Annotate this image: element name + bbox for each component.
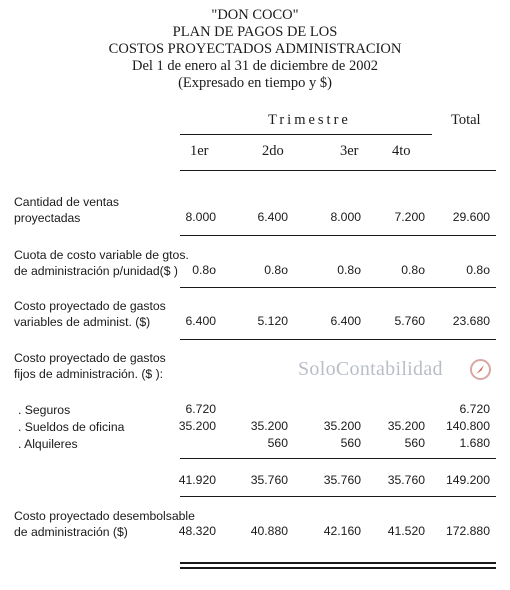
row-label-alquileres: . Alquileres	[18, 437, 78, 451]
cell-variables-q2: 5.120	[257, 314, 288, 328]
cell-sueldos-q3: 35.200	[323, 419, 361, 433]
compass-icon	[470, 359, 491, 380]
row-label-desembolsable-1: Costo proyectado desembolsable	[14, 509, 195, 523]
cell-subtotal-q4: 35.760	[387, 473, 425, 487]
cell-ventas-q2: 6.400	[257, 210, 288, 224]
final-rule-top	[180, 562, 496, 564]
row-label-fijos-2: fijos de administración. ($ ):	[14, 367, 164, 381]
cell-alquileres-q3: 560	[340, 436, 361, 450]
row-label-ventas-1: Cantidad de ventas	[14, 195, 120, 209]
cell-sueldos-q4: 35.200	[387, 419, 425, 433]
row-label-fijos-1: Costo proyectado de gastos	[14, 351, 166, 365]
cell-subtotal-total: 149.200	[445, 473, 490, 487]
q2-column-header: 2do	[262, 143, 284, 159]
row-label-cuota-2: de administración p/unidad($ )	[14, 264, 178, 278]
cell-alquileres-total: 1.680	[459, 436, 490, 450]
cell-cuota-q2: 0.8o	[264, 263, 288, 277]
cell-desembolsable-q4: 41.520	[387, 524, 425, 538]
watermark-logo: SoloContabilidad	[298, 358, 443, 380]
cell-sueldos-total: 140.800	[445, 419, 490, 433]
q1-column-header: 1er	[190, 143, 209, 159]
row-label-desembolsable-2: de administración ($)	[14, 525, 128, 539]
cell-cuota-q3: 0.8o	[337, 263, 361, 277]
cell-variables-q3: 6.400	[330, 314, 361, 328]
cell-ventas-q1: 8.000	[185, 210, 216, 224]
row-rule	[180, 287, 496, 288]
cell-cuota-q1: 0.8o	[192, 263, 216, 277]
cell-seguros-total: 6.720	[459, 402, 490, 416]
cell-variables-total: 23.680	[452, 314, 490, 328]
cell-sueldos-q1: 35.200	[178, 419, 216, 433]
title-line-2: PLAN DE PAGOS DE LOS	[172, 24, 338, 40]
cell-cuota-total: 0.8o	[466, 263, 490, 277]
row-label-variables-1: Costo proyectado de gastos	[14, 299, 166, 313]
row-label-seguros: . Seguros	[18, 403, 71, 417]
row-label-sueldos: . Sueldos de oficina	[18, 420, 125, 434]
header-rule	[180, 170, 496, 171]
company-name: "DON COCO"	[211, 7, 299, 23]
cell-desembolsable-q2: 40.880	[250, 524, 288, 538]
cell-desembolsable-q3: 42.160	[323, 524, 361, 538]
cell-alquileres-q2: 560	[267, 436, 288, 450]
title-units: (Expresado en tiempo y $)	[178, 75, 332, 91]
cell-ventas-total: 29.600	[452, 210, 490, 224]
cell-alquileres-q4: 560	[404, 436, 425, 450]
title-period: Del 1 de enero al 31 de diciembre de 2002	[131, 58, 378, 74]
cell-variables-q4: 5.760	[394, 314, 425, 328]
cell-subtotal-q1: 41.920	[178, 473, 216, 487]
cell-ventas-q4: 7.200	[394, 210, 425, 224]
cell-sueldos-q2: 35.200	[250, 419, 288, 433]
cell-variables-q1: 6.400	[185, 314, 216, 328]
row-rule	[180, 339, 496, 340]
q3-column-header: 3er	[340, 143, 359, 159]
cell-seguros-q1: 6.720	[185, 402, 216, 416]
title-line-3: COSTOS PROYECTADOS ADMINISTRACION	[108, 41, 402, 57]
cell-desembolsable-total: 172.880	[445, 524, 490, 538]
row-label-ventas-2: proyectadas	[14, 211, 81, 225]
cell-ventas-q3: 8.000	[330, 210, 361, 224]
quarter-group-rule	[180, 134, 432, 135]
row-rule	[180, 496, 496, 497]
row-label-variables-2: variables de administ. ($)	[14, 315, 151, 329]
cell-subtotal-q2: 35.760	[250, 473, 288, 487]
subtotal-rule	[180, 458, 496, 459]
row-label-cuota-1: Cuota de costo variable de gtos.	[14, 248, 189, 262]
cell-desembolsable-q1: 48.320	[178, 524, 216, 538]
cell-cuota-q4: 0.8o	[401, 263, 425, 277]
total-column-header: Total	[451, 112, 481, 128]
row-rule	[180, 235, 496, 236]
final-rule-bottom	[180, 567, 496, 569]
quarter-group-header: Trimestre	[268, 112, 351, 128]
q4-column-header: 4to	[392, 143, 411, 159]
cell-subtotal-q3: 35.760	[323, 473, 361, 487]
